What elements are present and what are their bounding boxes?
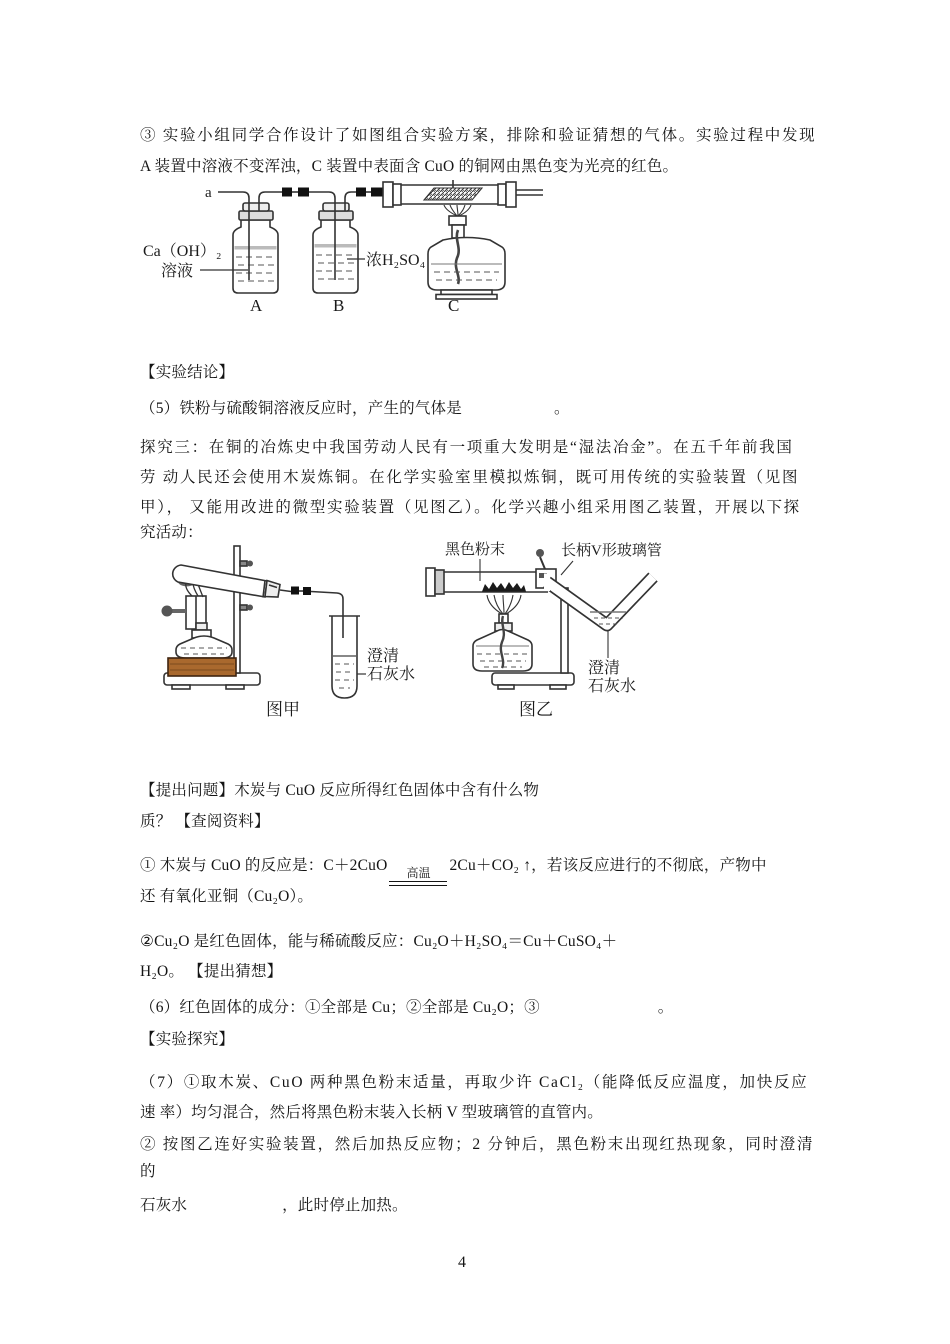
experiment-explore-header: 【实验探究】: [140, 1031, 235, 1048]
stand-pole-jia: [234, 546, 240, 673]
clamp-screw: [247, 605, 253, 611]
question-6-text: （6）红色固体的成分：①全部是 Cu；②全部是 Cu₂O；③: [140, 999, 540, 1016]
equation-double-line: [389, 881, 447, 886]
tube-c-caption: C: [448, 296, 460, 315]
rubber-connector: [291, 587, 299, 595]
apparatus-diagram-copper-smelting: [140, 540, 710, 730]
copper-mesh: [424, 188, 482, 200]
inquiry-3-line4: 究活动：: [140, 524, 203, 541]
reference-2-line1: ②Cu₂O 是红色固体，能与稀硫酸反应：Cu₂O＋H₂SO₄＝Cu＋CuSO₄＋: [140, 933, 618, 950]
flame: [444, 205, 471, 216]
question-5-line: [140, 398, 570, 419]
bottle-a-caption: A: [250, 296, 263, 315]
reference-2-line2: H₂O。 【提出猜想】: [140, 963, 283, 980]
rubber-connector: [303, 587, 311, 595]
black-powder-pile: [482, 582, 526, 592]
stopper: [265, 581, 280, 598]
inquiry-3-line3: 甲）， 又能用改进的微型实验装置（见图乙）。化学兴趣小组采用图乙装置，开展以下探: [140, 499, 801, 516]
gas-washing-bottle-a: [233, 203, 278, 293]
limewater-jia-label-line2: 石灰水: [367, 666, 416, 683]
alcohol-lamp-yi: [473, 614, 532, 671]
rubber-connector: [298, 188, 309, 197]
raise-question-line2: 质？ 【查阅资料】: [140, 813, 270, 830]
limewater-yi-label-line2: 石灰水: [588, 678, 637, 695]
question-7b-line3: [140, 1195, 408, 1216]
v-tube-label: 长柄V形玻璃管: [561, 543, 662, 559]
question-7-line1: （7）①取木炭、CuO 两种黑色粉末适量，再取少许 CaCl₂（能降低反应温度，加快反应: [140, 1074, 809, 1091]
reference-1-line2: 还 有氧化亚铜（Cu₂O）。: [140, 888, 314, 905]
inlet-a-label: a: [205, 185, 212, 201]
question-6-period: 。: [657, 999, 674, 1016]
reagent-a-label-line1: Ca（OH）₂: [143, 243, 222, 260]
limewater-text: 石灰水: [140, 1197, 188, 1214]
raise-question-line1: 【提出问题】木炭与 CuO 反应所得红色固体中含有什么物: [140, 782, 540, 799]
inquiry-3-line1: 探究三：在铜的冶炼史中我国劳动人民有一项重大发明是“湿法冶金”。在五千年前我国: [140, 439, 794, 456]
combustion-tube-c: [383, 180, 543, 207]
clamp-knob: [162, 606, 173, 617]
limewater-jia-label-line1: 澄清: [367, 648, 400, 665]
inquiry-3-line2: 劳 动人民还会使用木炭炼铜。在化学实验室里模拟炼铜，既可用传统的实验装置（见图: [140, 469, 800, 486]
setup-jia: [162, 546, 367, 698]
page-number: 4: [458, 1254, 466, 1271]
stand-base-yi: [492, 673, 574, 685]
alcohol-lamp-jia: [176, 623, 232, 658]
clamp-knob: [536, 549, 544, 557]
question-7b-line1: ② 按图乙连好实验装置，然后加热反应物；2 分钟后，黑色粉末出现红热现象，同时澄清: [140, 1136, 815, 1153]
question-7b-line2: 的: [140, 1163, 156, 1180]
wooden-block: [168, 658, 236, 676]
equation-condition: [389, 867, 447, 886]
rubber-connector: [371, 188, 384, 197]
rubber-connector: [356, 188, 366, 197]
question-7-line2: 速 率）均匀混合，然后将黑色粉末装入长柄 V 型玻璃管的直管内。: [140, 1104, 603, 1121]
question-6-line: [140, 997, 673, 1018]
question-5-period: 。: [553, 400, 570, 417]
equation-condition-label: 高温: [406, 866, 431, 880]
black-powder-label: 黑色粉末: [445, 542, 506, 558]
equation-post: 2Cu＋CO₂ ↑，若该反应进行的不彻底，产物中: [449, 857, 767, 874]
label-leader-v-tube: [561, 561, 573, 575]
bottle-b-caption: B: [333, 296, 345, 315]
boiling-tube: [173, 565, 267, 597]
figure-yi-caption: 图乙: [519, 700, 553, 719]
tube-grip: [426, 568, 435, 596]
para-combined-plan-line2: A 装置中溶液不变浑浊，C 装置中表面含 CuO 的铜网由黑色变为光亮的红色。: [140, 158, 679, 175]
reference-1-equation-line: [140, 855, 767, 886]
flame-yi: [487, 595, 521, 614]
reagent-a-label-line2: 溶液: [161, 263, 194, 280]
experiment-conclusion-header: 【实验结论】: [140, 364, 235, 381]
reagent-b-label: 浓H₂SO₄: [366, 252, 426, 269]
rubber-connector: [282, 188, 292, 197]
limewater-yi-label-line1: 澄清: [588, 660, 621, 677]
question-7b-tail: ，此时停止加热。: [282, 1197, 408, 1214]
alcohol-lamp-c: [428, 205, 505, 299]
clamp-screw: [247, 561, 253, 567]
figure-jia-caption: 图甲: [266, 700, 300, 719]
equation-pre: ① 木炭与 CuO 的反应是：C＋2CuO: [140, 857, 388, 874]
question-5-text: （5）铁粉与硫酸铜溶液反应时，产生的气体是: [140, 400, 462, 417]
para-combined-plan-line1: ③ 实验小组同学合作设计了如图组合实验方案，排除和验证猜想的气体。实验过程中发现: [140, 127, 817, 144]
